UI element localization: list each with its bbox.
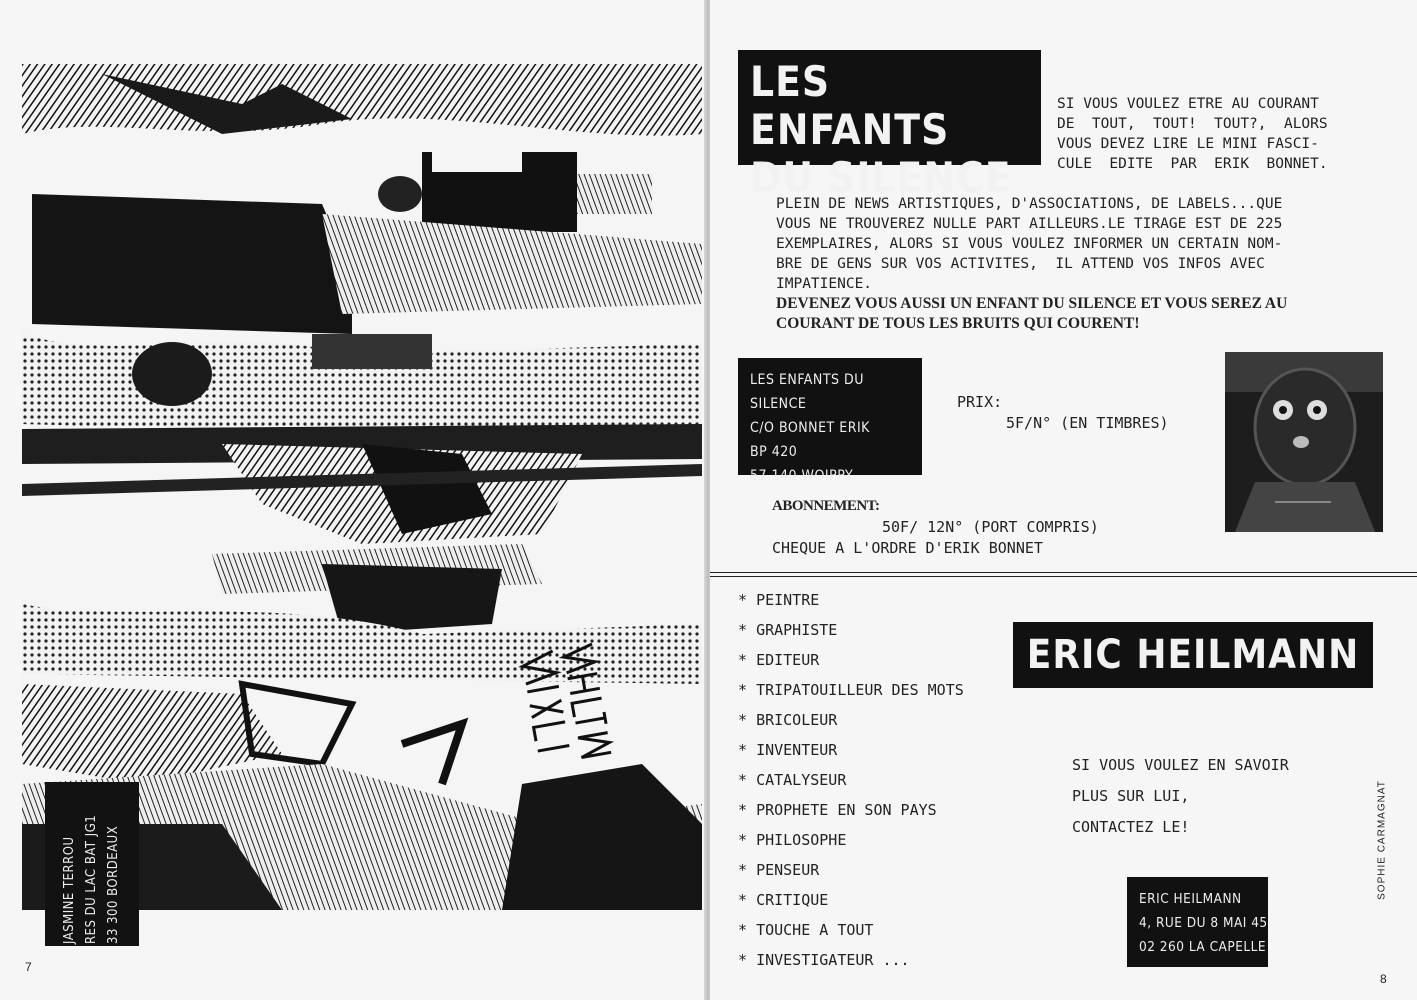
- enfants-bold-line: COURANT DE TOUS LES BRUITS QUI COURENT!: [776, 315, 1140, 332]
- enfants-body: [776, 194, 1376, 334]
- enfants-bold-line: DEVENEZ VOUS AUSSI UN ENFANT DU SILENCE ET VOUS SEREZ AU: [776, 295, 1288, 312]
- role-item: [738, 771, 1038, 801]
- abonnement-value: 50F/ 12N° (PORT COMPRIS): [882, 518, 1099, 536]
- enfants-address-line: 57 140 WOIPPY: [750, 468, 854, 484]
- enfants-body-line: IMPATIENCE.: [776, 276, 873, 292]
- left-address-line: 33 300 BORDEAUX: [106, 825, 121, 944]
- role-item: [738, 741, 1038, 771]
- bullet: *: [738, 591, 748, 609]
- left-address-line: JASMINE TERROU: [62, 836, 77, 944]
- enfants-body-line: PLEIN DE NEWS ARTISTIQUES, D'ASSOCIATIONS, DE LABELS...QUE: [776, 196, 1283, 212]
- bullet: *: [738, 711, 748, 729]
- cheque-text: CHEQUE A L'ORDRE D'ERIK BONNET: [772, 539, 1043, 557]
- prix-value: 5F/N° (EN TIMBRES): [1006, 414, 1169, 432]
- left-page: [0, 0, 706, 1000]
- section-divider: [710, 572, 1417, 573]
- heilmann-address-line: ERIC HEILMANN: [1139, 891, 1242, 907]
- bullet: *: [738, 891, 748, 909]
- role-item: [738, 831, 1038, 861]
- heilmann-address-box: [1127, 877, 1268, 967]
- enfants-intro-line: SI VOUS VOULEZ ETRE AU COURANT: [1057, 96, 1319, 112]
- heilmann-address-line: 4, RUE DU 8 MAI 45: [1139, 915, 1268, 931]
- role-label: PHILOSOPHE: [756, 831, 847, 849]
- role-label: CATALYSEUR: [756, 771, 847, 789]
- left-address-line: RES DU LAC BAT JG1: [84, 814, 99, 944]
- role-item: [738, 801, 1038, 831]
- role-item: [738, 861, 1038, 891]
- contact-line: PLUS SUR LUI,: [1072, 787, 1190, 805]
- role-item: [738, 711, 1038, 741]
- left-address-text: [59, 784, 125, 944]
- bullet: *: [738, 651, 748, 669]
- enfants-intro-line: VOUS DEVEZ LIRE LE MINI FASCI-: [1057, 136, 1319, 152]
- bullet: *: [738, 741, 748, 759]
- left-address-box: [45, 782, 139, 946]
- heilmann-title: ERIC HEILMANN: [1026, 632, 1360, 678]
- bullet: *: [738, 771, 748, 789]
- heilmann-title-box: [1013, 622, 1373, 688]
- right-page: [710, 0, 1417, 1000]
- enfants-address-line: BP 420: [750, 444, 798, 460]
- role-label: PENSEUR: [756, 861, 820, 879]
- role-item: [738, 951, 1038, 981]
- prix-label: PRIX:: [957, 393, 1003, 411]
- enfants-body-line: EXEMPLAIRES, ALORS SI VOUS VOULEZ INFORMER UN CERTAIN NOM-: [776, 236, 1283, 252]
- bullet: *: [738, 621, 748, 639]
- bullet: *: [738, 921, 748, 939]
- enfants-address-box: [738, 358, 922, 484]
- enfants-body-line: VOUS NE TROUVEREZ NULLE PART AILLEURS.LE TIRAGE EST DE 225: [776, 216, 1283, 232]
- enfants-address-line: C/O BONNET ERIK: [750, 420, 870, 436]
- enfants-title-line1: LES ENFANTS: [750, 57, 950, 154]
- enfants-intro-line: DE TOUT, TOUT! TOUT?, ALORS: [1057, 116, 1328, 132]
- bullet: *: [738, 831, 748, 849]
- enfants-intro: [1057, 94, 1367, 174]
- page-number-right: 8: [1380, 972, 1387, 986]
- role-item: [738, 651, 1038, 681]
- role-label: GRAPHISTE: [756, 621, 838, 639]
- enfants-title-line2: DU SILENCE: [750, 153, 1012, 202]
- role-label: INVESTIGATEUR ...: [756, 951, 910, 969]
- role-label: TRIPATOUILLEUR DES MOTS: [756, 681, 964, 699]
- heilmann-address-line: 02 260 LA CAPELLE: [1139, 939, 1267, 955]
- section-divider: [710, 576, 1417, 577]
- bullet: *: [738, 951, 748, 969]
- role-item: [738, 621, 1038, 651]
- enfants-intro-line: CULE EDITE PAR ERIK BONNET.: [1057, 156, 1328, 172]
- role-label: BRICOLEUR: [756, 711, 838, 729]
- role-label: PROPHETE EN SON PAYS: [756, 801, 937, 819]
- contact-line: SI VOUS VOULEZ EN SAVOIR: [1072, 756, 1289, 774]
- role-label: EDITEUR: [756, 651, 820, 669]
- enfants-body-line: BRE DE GENS SUR VOS ACTIVITES, IL ATTEND VOS INFOS AVEC: [776, 256, 1265, 272]
- role-item: [738, 591, 1038, 621]
- abonnement-label: ABONNEMENT:: [772, 498, 880, 514]
- portrait-photo: [1225, 352, 1383, 532]
- enfants-title-box: [738, 50, 1041, 202]
- role-label: PEINTRE: [756, 591, 820, 609]
- role-label: INVENTEUR: [756, 741, 838, 759]
- bullet: *: [738, 861, 748, 879]
- role-label: TOUCHE A TOUT: [756, 921, 874, 939]
- page-number-left: 7: [25, 960, 32, 974]
- heilmann-roles: [738, 591, 1038, 981]
- heilmann-contact: [1072, 750, 1289, 843]
- role-item: [738, 681, 1038, 711]
- role-label: CRITIQUE: [756, 891, 829, 909]
- role-item: [738, 891, 1038, 921]
- enfants-address-line: LES ENFANTS DU SILENCE: [750, 372, 864, 412]
- bullet: *: [738, 801, 748, 819]
- contact-line: CONTACTEZ LE!: [1072, 818, 1190, 836]
- photo-credit: SOPHIE CARMAGNAT: [1376, 780, 1388, 900]
- bullet: *: [738, 681, 748, 699]
- role-item: [738, 921, 1038, 951]
